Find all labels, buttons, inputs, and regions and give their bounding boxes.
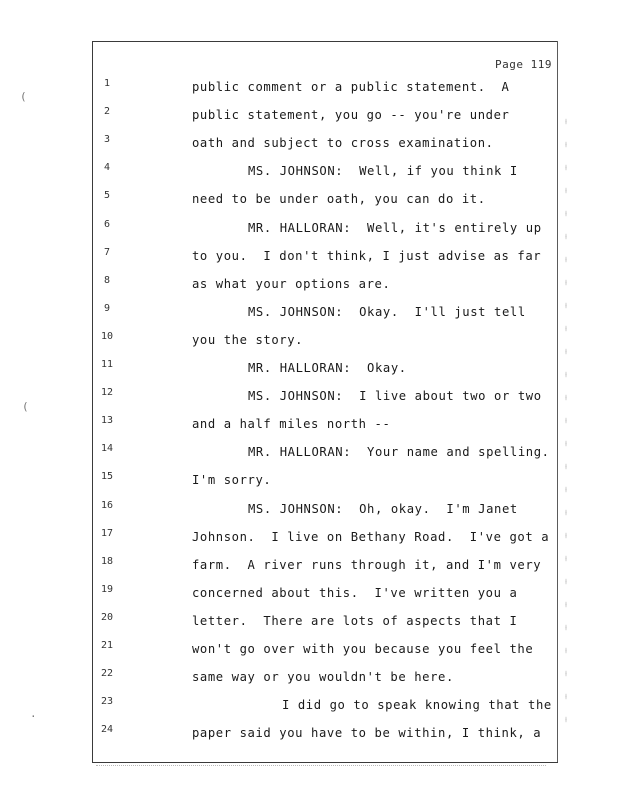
line-number: 10 <box>100 330 114 342</box>
line-number: 15 <box>100 471 114 483</box>
line-text: public comment or a public statement. A <box>192 80 510 94</box>
bottom-border-line <box>92 762 558 763</box>
transcript-line <box>0 640 618 662</box>
line-text: oath and subject to cross examination. <box>192 136 494 151</box>
line-number: 22 <box>100 668 114 680</box>
transcript-line <box>0 387 618 409</box>
line-number: 13 <box>100 415 114 427</box>
line-number: 3 <box>103 134 111 146</box>
transcript-line <box>0 612 618 634</box>
transcript-line <box>0 584 618 606</box>
line-number: 19 <box>100 583 114 595</box>
left-margin-mark-middle: ( <box>22 400 29 413</box>
line-number: 8 <box>103 274 111 286</box>
transcript-line <box>0 162 618 184</box>
transcript-line <box>0 471 618 493</box>
line-number: 24 <box>100 724 114 736</box>
line-number: 7 <box>103 246 111 258</box>
transcript-line <box>0 219 618 241</box>
line-text: you the story. <box>192 332 304 347</box>
line-text: letter. There are lots of aspects that I <box>192 613 518 628</box>
line-text: MS. JOHNSON: I live about two or two <box>248 389 542 404</box>
transcript-line <box>0 134 618 156</box>
line-text: as what your options are. <box>192 276 391 291</box>
transcript-line <box>0 415 618 437</box>
line-number: 14 <box>100 443 114 455</box>
line-number: 12 <box>100 387 114 399</box>
line-number: 17 <box>100 527 114 539</box>
transcript-line <box>0 275 618 297</box>
transcript-line <box>0 190 618 212</box>
transcript-line <box>0 303 618 325</box>
line-text: won't go over with you because you feel the <box>192 642 534 656</box>
line-number: 1 <box>103 78 111 89</box>
line-text: MR. HALLORAN: Well, it's entirely up <box>248 220 542 235</box>
top-border-line <box>92 41 558 42</box>
line-number: 9 <box>103 302 111 314</box>
line-number: 23 <box>100 696 114 708</box>
line-text: same way or you wouldn't be here. <box>192 670 454 685</box>
line-text: MR. HALLORAN: Your name and spelling. <box>248 445 550 460</box>
transcript-line <box>0 247 618 269</box>
line-text: public statement, you go -- you're under <box>192 108 510 123</box>
transcript-line <box>0 528 618 550</box>
transcript-line <box>0 668 618 690</box>
line-text: paper said you have to be within, I think, a <box>192 726 542 741</box>
transcript-line <box>0 106 618 128</box>
transcript-line <box>0 78 618 100</box>
transcript-line <box>0 331 618 353</box>
line-number: 16 <box>100 499 114 511</box>
line-text: to you. I don't think, I just advise as far <box>192 248 542 263</box>
line-text: MS. JOHNSON: Oh, okay. I'm Janet <box>248 501 518 516</box>
line-text: and a half miles north -- <box>192 417 391 432</box>
line-text: need to be under oath, you can do it. <box>192 192 486 207</box>
line-text: Johnson. I live on Bethany Road. I've got a <box>192 529 550 544</box>
line-number: 20 <box>100 611 114 623</box>
line-text: farm. A river runs through it, and I'm very <box>192 557 542 572</box>
line-number: 6 <box>103 218 111 230</box>
transcript-line <box>0 359 618 381</box>
left-margin-mark-top: ( <box>20 90 27 103</box>
page-number: Page 119 <box>495 58 552 71</box>
line-number: 11 <box>100 359 114 370</box>
line-text: MR. HALLORAN: Okay. <box>248 361 407 375</box>
left-margin-mark-bottom: · <box>30 710 37 723</box>
transcript-line <box>0 724 618 746</box>
line-number: 2 <box>103 106 111 118</box>
line-number: 4 <box>103 162 111 174</box>
transcript-line <box>0 556 618 578</box>
line-text: concerned about this. I've written you a <box>192 585 518 600</box>
line-number: 18 <box>100 555 114 567</box>
line-number: 21 <box>100 640 114 651</box>
footer-scan-noise <box>96 765 546 769</box>
transcript-line <box>0 500 618 522</box>
line-text: I did go to speak knowing that the <box>282 698 552 713</box>
line-text: MS. JOHNSON: Well, if you think I <box>248 164 518 179</box>
line-text: MS. JOHNSON: Okay. I'll just tell <box>248 304 526 319</box>
line-text: I'm sorry. <box>192 473 272 488</box>
transcript-line <box>0 443 618 465</box>
transcript-line <box>0 696 618 718</box>
line-number: 5 <box>103 190 111 202</box>
